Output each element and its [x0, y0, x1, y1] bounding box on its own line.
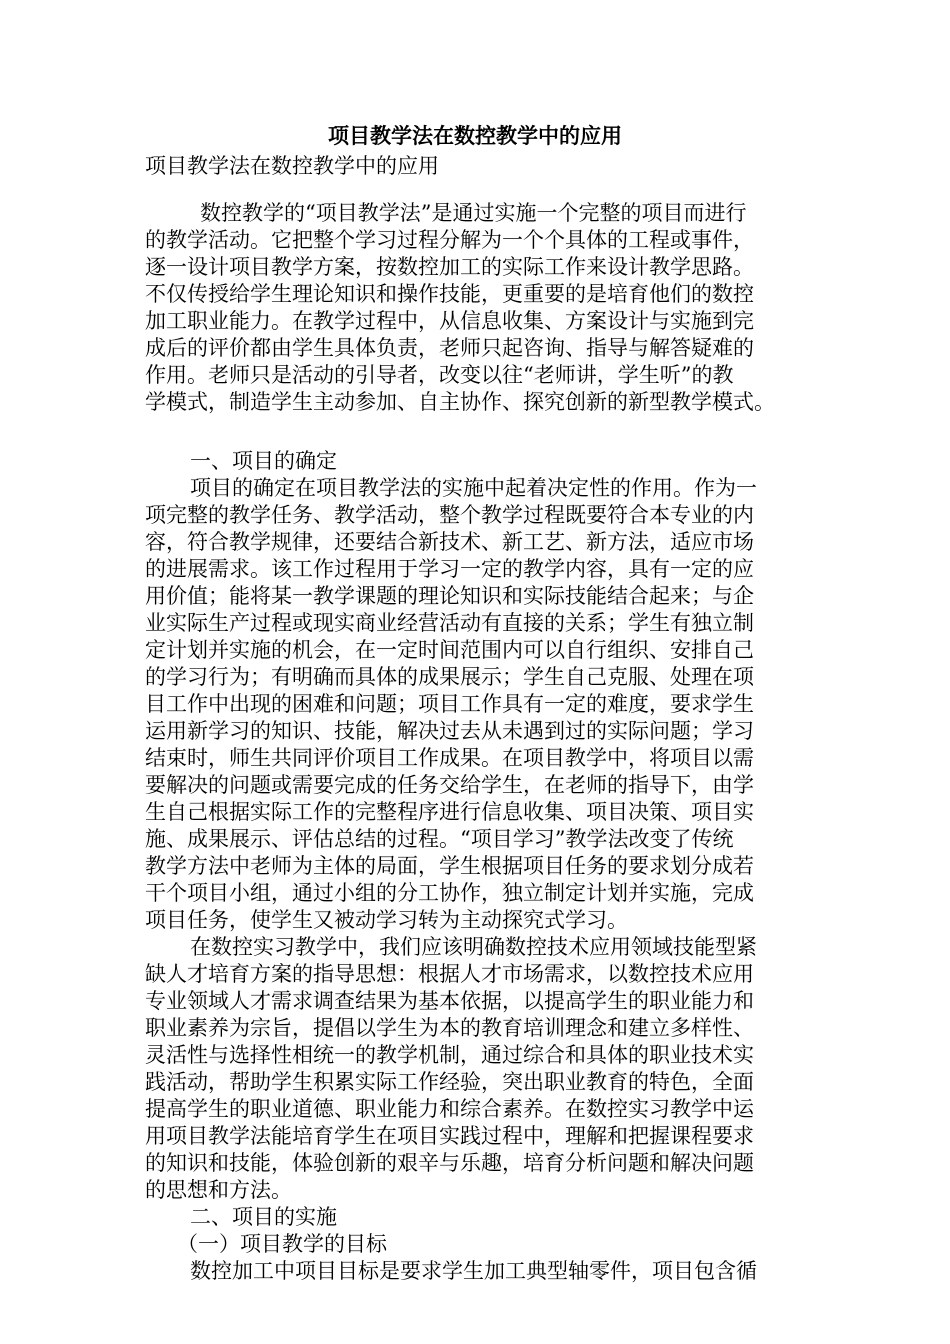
- document-subtitle: 项目教学法在数控教学中的应用: [145, 154, 439, 178]
- paragraph-line: 用价值；能将某一教学课题的理论知识和实际技能结合起来；与企: [145, 584, 754, 608]
- section-heading: 一、项目的确定: [190, 449, 337, 473]
- paragraph-line: 结束时，师生共同评价项目工作成果。在项目教学中，将项目以需: [145, 746, 754, 770]
- paragraph-line: 干个项目小组，通过小组的分工协作，独立制定计划并实施，完成: [145, 881, 754, 905]
- paragraph-line: 项目任务，使学生又被动学习转为主动探究式学习。: [145, 908, 628, 932]
- paragraph-line: 逐一设计项目教学方案，按数控加工的实际工作来设计教学思路。: [145, 255, 754, 279]
- section-heading: 二、项目的实施: [190, 1205, 337, 1229]
- paragraph-line: 的思想和方法。: [145, 1178, 292, 1202]
- paragraph-line: 项完整的教学任务、教学活动，整个教学过程既要符合本专业的内: [145, 503, 754, 527]
- paragraph-line: 的学习行为；有明确而具体的成果展示；学生自己克服、处理在项: [145, 665, 754, 689]
- paragraph-line: 作用。老师只是活动的引导者，改变以往“老师讲，学生听”的教: [145, 363, 734, 387]
- paragraph-line: 定计划并实施的机会，在一定时间范围内可以自行组织、安排自己: [145, 638, 754, 662]
- paragraph-line: 成后的评价都由学生具体负责，老师只起咨询、指导与解答疑难的: [145, 336, 754, 360]
- paragraph-line: 职业素养为宗旨，提倡以学生为本的教育培训理念和建立多样性、: [145, 1016, 754, 1040]
- paragraph-line: 容，符合教学规律，还要结合新技术、新工艺、新方法，适应市场: [145, 530, 754, 554]
- paragraph-line: 提高学生的职业道德、职业能力和综合素养。在数控实习教学中运: [145, 1097, 754, 1121]
- paragraph-line: 的进展需求。该工作过程用于学习一定的教学内容，具有一定的应: [145, 557, 754, 581]
- paragraph-line: 目工作中出现的困难和问题；项目工作具有一定的难度，要求学生: [145, 692, 754, 716]
- paragraph-line: 运用新学习的知识、技能，解决过去从未遇到过的实际问题；学习: [145, 719, 754, 743]
- section-heading: （一）项目教学的目标: [177, 1232, 387, 1256]
- paragraph-line: 数控教学的“项目教学法”是通过实施一个完整的项目而进行: [200, 201, 747, 225]
- paragraph-line: 业实际生产过程或现实商业经营活动有直接的关系；学生有独立制: [145, 611, 754, 635]
- paragraph-line: 用项目教学法能培育学生在项目实践过程中，理解和把握课程要求: [145, 1124, 754, 1148]
- paragraph-line: 要解决的问题或需要完成的任务交给学生，在老师的指导下，由学: [145, 773, 754, 797]
- paragraph-line: 的知识和技能，体验创新的艰辛与乐趣，培育分析问题和解决问题: [145, 1151, 754, 1175]
- paragraph-line: 学模式，制造学生主动参加、自主协作、探究创新的新型教学模式。: [145, 390, 775, 414]
- paragraph-line: 数控加工中项目目标是要求学生加工典型轴零件，项目包含循: [190, 1259, 757, 1283]
- paragraph-line: 的教学活动。它把整个学习过程分解为一个个具体的工程或事件，: [145, 228, 754, 252]
- document-title: 项目教学法在数控教学中的应用: [328, 123, 622, 148]
- paragraph-line: 项目的确定在项目教学法的实施中起着决定性的作用。作为一: [190, 476, 757, 500]
- paragraph-line: 施、成果展示、评估总结的过程。“项目学习”教学法改变了传统: [145, 827, 734, 851]
- paragraph-line: 在数控实习教学中，我们应该明确数控技术应用领域技能型紧: [190, 935, 757, 959]
- paragraph-line: 不仅传授给学生理论知识和操作技能，更重要的是培育他们的数控: [145, 282, 754, 306]
- paragraph-line: 加工职业能力。在教学过程中，从信息收集、方案设计与实施到完: [145, 309, 754, 333]
- paragraph-line: 践活动，帮助学生积累实际工作经验，突出职业教育的特色，全面: [145, 1070, 754, 1094]
- paragraph-line: 教学方法中老师为主体的局面，学生根据项目任务的要求划分成若: [145, 854, 754, 878]
- paragraph-line: 专业领域人才需求调查结果为基本依据，以提高学生的职业能力和: [145, 989, 754, 1013]
- paragraph-line: 生自己根据实际工作的完整程序进行信息收集、项目决策、项目实: [145, 800, 754, 824]
- paragraph-line: 缺人才培育方案的指导思想：根据人才市场需求，以数控技术应用: [145, 962, 754, 986]
- paragraph-line: 灵活性与选择性相统一的教学机制，通过综合和具体的职业技术实: [145, 1043, 754, 1067]
